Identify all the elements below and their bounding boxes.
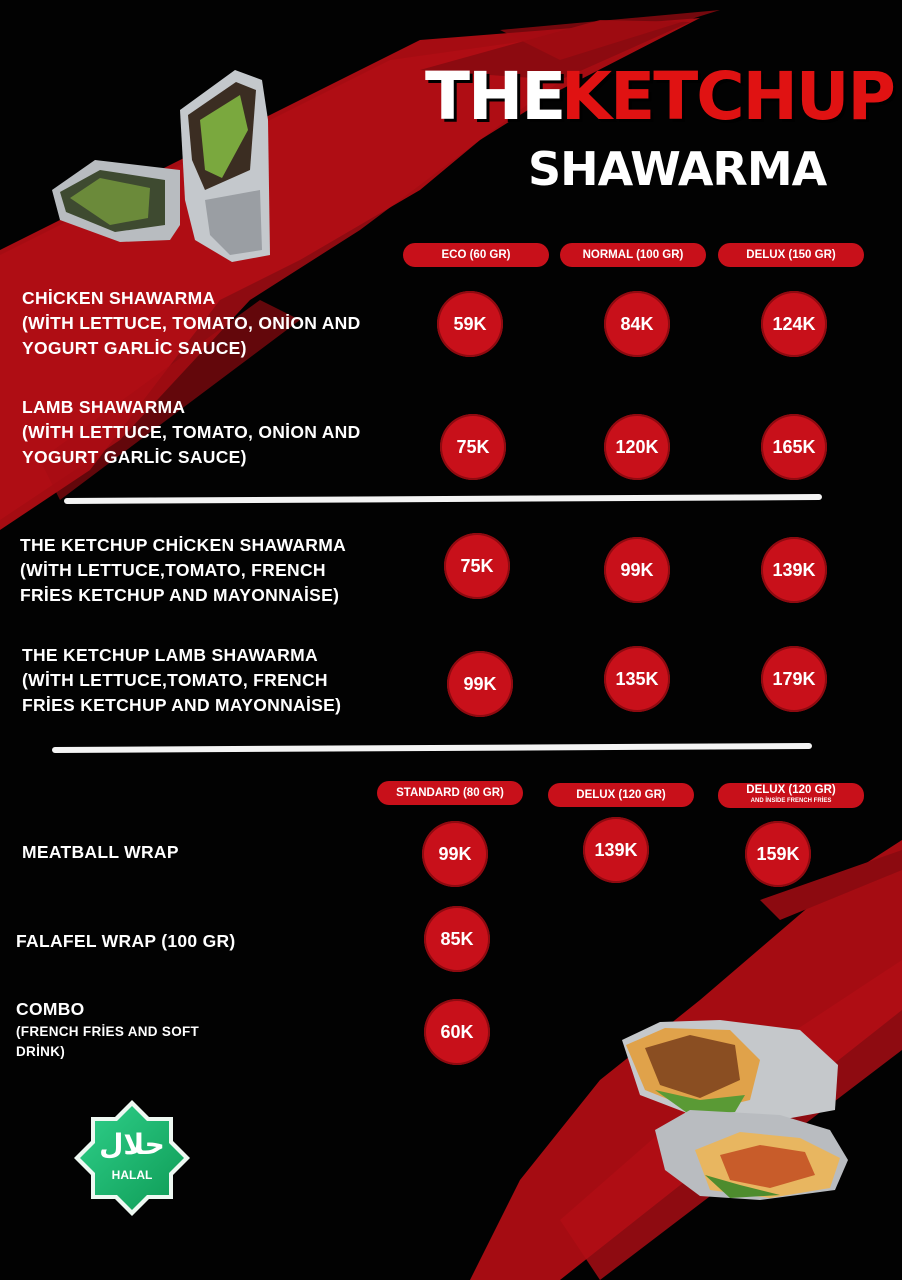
item-name: THE KETCHUP LAMB SHAWARMA [22,645,318,665]
price-badge: 60K [424,999,490,1065]
item-desc-line1: (FRENCH FRİES AND SOFT [16,1024,200,1039]
size-pill-standard: STANDARD (80 GR) [377,781,523,805]
pill-note: AND İNSİDE FRENCH FRİES [750,798,832,804]
item-desc-line2: YOGURT GARLİC SAUCE) [22,447,247,467]
price-badge: 165K [761,414,827,480]
menu-item-ketchup-lamb-shawarma [22,643,341,718]
item-desc-line2: DRİNK) [16,1044,66,1059]
title-ketchup: KETCHUP [561,58,894,135]
menu-item-lamb-shawarma [22,395,361,470]
menu-item-falafel-wrap [16,929,236,954]
price-badge: 99K [422,821,488,887]
menu-item-chicken-shawarma [22,286,361,361]
item-name: MEATBALL WRAP [22,842,179,862]
item-name: FALAFEL WRAP (100 GR) [16,931,236,951]
size-pill-delux: DELUX (150 GR) [718,243,864,267]
price-badge: 159K [745,821,811,887]
size-pill-eco: ECO (60 GR) [403,243,549,267]
item-name: CHİCKEN SHAWARMA [22,288,216,308]
price-badge: 84K [604,291,670,357]
price-badge: 120K [604,414,670,480]
price-badge: 85K [424,906,490,972]
item-desc-line2: FRİES KETCHUP AND MAYONNAİSE) [22,695,342,715]
item-name: COMBO [16,999,85,1019]
price-badge: 124K [761,291,827,357]
price-badge: 139K [761,537,827,603]
item-desc-line1: (WİTH LETTUCE,TOMATO, FRENCH [20,560,326,580]
item-name: LAMB SHAWARMA [22,397,186,417]
price-badge: 75K [444,533,510,599]
price-badge: 99K [447,651,513,717]
halal-arabic-text: حلال [99,1128,165,1161]
pill-label: DELUX (120 GR) [746,784,836,796]
halal-label: HALAL [111,1168,153,1182]
item-desc-line1: (WİTH LETTUCE, TOMATO, ONİON AND [22,313,361,333]
item-name: THE KETCHUP CHİCKEN SHAWARMA [20,535,347,555]
price-badge: 99K [604,537,670,603]
price-badge: 135K [604,646,670,712]
title-shawarma: SHAWARMA [528,142,827,196]
price-badge: 139K [583,817,649,883]
title-the: THE [425,58,565,135]
item-desc-line1: (WİTH LETTUCE,TOMATO, FRENCH [22,670,328,690]
item-desc-line1: (WİTH LETTUCE, TOMATO, ONİON AND [22,422,361,442]
price-badge: 179K [761,646,827,712]
menu-item-meatball-wrap [22,840,179,865]
size-pill-normal: NORMAL (100 GR) [560,243,706,267]
menu-item-combo [16,997,199,1062]
menu-item-ketchup-chicken-shawarma [20,533,346,608]
price-badge: 59K [437,291,503,357]
item-desc-line2: FRİES KETCHUP AND MAYONNAİSE) [20,585,340,605]
size-pill-delux-120-fries [718,783,864,808]
item-desc-line2: YOGURT GARLİC SAUCE) [22,338,247,358]
size-pill-delux-120: DELUX (120 GR) [548,783,694,807]
price-badge: 75K [440,414,506,480]
